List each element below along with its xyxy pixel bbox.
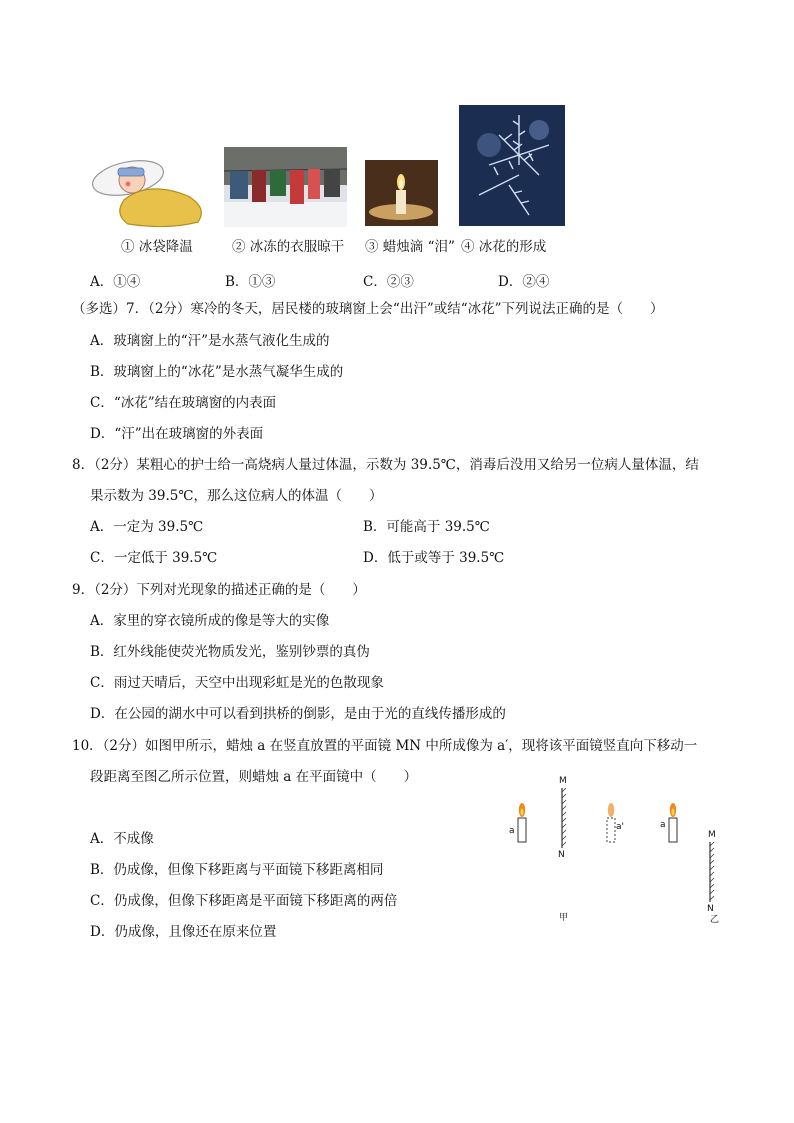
q10-stem-line2: 段距离至图乙所示位置，则蜡烛 a 在平面镜中（ ） — [90, 769, 418, 785]
q7-option-d: D．“汗”出在玻璃窗的外表面 — [90, 426, 264, 442]
q7-stem: （多选）7．（2分）寒冷的冬天，居民楼的玻璃窗上会“出汗”或结“冰花”下列说法正确的是（ ） — [72, 301, 664, 317]
image-a-prime-jia — [607, 803, 615, 842]
image-frozen-clothes — [224, 147, 347, 227]
caption-4: ④ 冰花的形成 — [461, 239, 547, 255]
caption-2: ② 冰冻的衣服晾干 — [232, 239, 345, 255]
q6-option-c: C．②③ — [363, 274, 414, 290]
q8-option-d: D．低于或等于 39.5℃ — [363, 550, 505, 566]
q6-option-d: D．②④ — [498, 274, 550, 290]
label-jia: 甲 — [559, 913, 569, 923]
q10-option-d: D．仍成像，且像还在原来位置 — [90, 924, 277, 940]
label-m-jia: M — [559, 776, 567, 786]
q8-option-c: C．一定低于 39.5℃ — [90, 550, 218, 566]
caption-1: ① 冰袋降温 — [121, 239, 193, 255]
q9-stem: 9．（2分）下列对光现象的描述正确的是（ ） — [72, 582, 366, 598]
q8-stem-line2: 果示数为 39.5℃，那么这位病人的体温（ ） — [90, 488, 383, 504]
q7-option-c: C．“冰花”结在玻璃窗的内表面 — [90, 395, 277, 411]
label-a-jia: a — [509, 826, 515, 836]
candle-a-yi — [669, 803, 677, 842]
image-ice-bag — [88, 150, 210, 230]
label-a-prime: a' — [616, 822, 624, 832]
q9-option-c: C．雨过天晴后，天空中出现彩虹是光的色散现象 — [90, 675, 384, 691]
q9-option-d: D．在公园的湖水中可以看到拱桥的倒影，是由于光的直线传播形成的 — [90, 706, 506, 722]
caption-3: ③ 蜡烛滴 “泪” — [365, 239, 455, 255]
q8-stem-line1: 8．（2分）某粗心的护士给一高烧病人量过体温，示数为 39.5℃，消毒后没用又给另一位病人量体温，结 — [72, 457, 699, 473]
q6-option-b: B．①③ — [225, 274, 276, 290]
candle-a-jia — [518, 803, 526, 842]
q9-option-a: A．家里的穿衣镜所成的像是等大的实像 — [90, 613, 330, 629]
image-candle — [365, 160, 438, 226]
q10-diagram — [500, 770, 730, 930]
q6-option-a: A．①④ — [90, 274, 141, 290]
q7-option-b: B．玻璃窗上的“冰花”是水蒸气凝华生成的 — [90, 364, 344, 380]
label-n-yi: N — [707, 904, 714, 914]
label-a-yi: a — [660, 820, 666, 830]
q10-option-c: C．仍成像，但像下移距离是平面镜下移距离的两倍 — [90, 893, 398, 909]
q10-option-a: A．不成像 — [90, 831, 154, 847]
mirror-jia — [562, 788, 566, 848]
q10-option-b: B．仍成像，但像下移距离与平面镜下移距离相同 — [90, 862, 384, 878]
mirror-yi — [710, 842, 714, 902]
q7-option-a: A．玻璃窗上的“汗”是水蒸气液化生成的 — [90, 333, 330, 349]
q9-option-b: B．红外线能使荧光物质发光，鉴别钞票的真伪 — [90, 644, 370, 660]
q10-stem-line1: 10．（2分）如图甲所示，蜡烛 a 在竖直放置的平面镜 MN 中所成像为 a′，现将该平面镜竖直向下移动一 — [72, 738, 698, 754]
q8-option-b: B．可能高于 39.5℃ — [363, 519, 490, 535]
label-m-yi: M — [708, 830, 716, 840]
label-n-jia: N — [558, 850, 565, 860]
q8-option-a: A．一定为 39.5℃ — [90, 519, 204, 535]
image-ice-flower — [459, 105, 565, 226]
label-yi: 乙 — [710, 915, 720, 925]
